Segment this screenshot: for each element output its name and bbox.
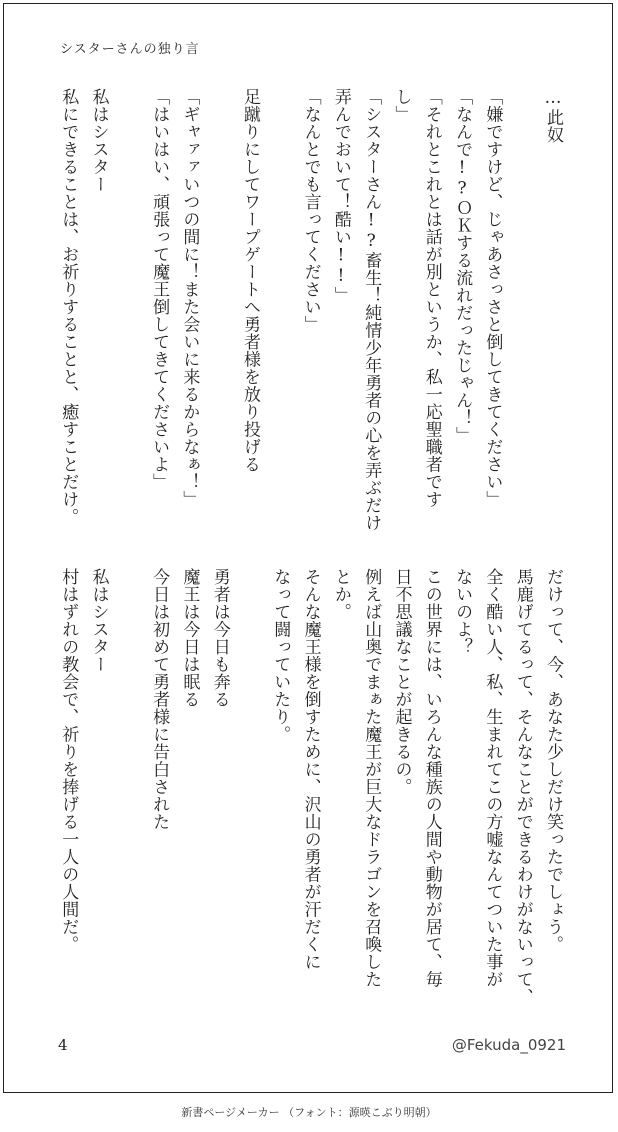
text-column: 馬鹿げてるって、そんなことができるわけがないって、	[512, 568, 533, 1006]
text-column: そんな魔王様を倒すために、沢山の勇者が汗だくに	[300, 568, 321, 971]
app-credit: 新書ページメーカー （フォント：源暎こぶり明朝）	[181, 1106, 437, 1119]
text-column: 「なんで!?ＯＫする流れだったじゃん！」	[452, 88, 473, 444]
text-column: 「ギャァァいつの間に！また会いに来るからなぁ！」	[179, 88, 200, 508]
author-handle: @Fekuda_0921	[451, 1036, 566, 1054]
text-column: 魔王は今日は眠る	[179, 568, 200, 708]
page-title: シスターさんの独り言	[60, 42, 200, 57]
page-number: 4	[58, 1036, 68, 1054]
text-column: なって闘っていたり。	[270, 568, 291, 743]
text-column: し」	[391, 88, 412, 123]
text-column: この世界には、いろんな種族の人間や動物が居て、毎	[421, 568, 442, 988]
text-column: 「なんとでも言ってください」	[300, 88, 321, 333]
text-column: 今日は初めて勇者様に告白された	[149, 568, 170, 831]
text-column: 日不思議なことが起きるの。	[391, 568, 412, 796]
text-column: 私はシスター	[88, 88, 109, 193]
text-column: 「シスターさん!?畜生！純情少年勇者の心を弄ぶだけ	[361, 88, 382, 532]
text-column: 弄んでおいて！酷い!!」	[330, 88, 351, 304]
text-column: 「嫌ですけど、じゃあさっさと倒してきてください」	[482, 88, 503, 508]
text-column: ないのよ？	[452, 568, 473, 656]
text-column: だけって、今、あなた少しだけ笑ったでしょう。	[543, 568, 563, 953]
text-column: …此奴	[543, 88, 563, 144]
text-column: 「それとこれとは話が別というか、私一応聖職者です	[421, 88, 442, 508]
text-column: 村はずれの教会で、祈りを捧げる一人の人間だ。	[58, 568, 79, 953]
text-column: とか。	[330, 568, 351, 621]
text-column: 全く酷い人、私、生まれてこの方嘘なんてついた事が	[482, 568, 503, 988]
text-column: 足蹴りにしてワープゲートへ勇者様を放り投げる	[240, 88, 260, 473]
text-column: 勇者は今日も奔る	[209, 568, 230, 708]
text-column: 私はシスター	[88, 568, 109, 673]
text-column: 「はいはい、頑張って魔王倒してきてくださいよ」	[149, 88, 170, 491]
text-column: 私にできることは、お祈りすることと、癒すことだけ。	[58, 88, 79, 526]
text-column: 例えば山奥でまぁた魔王が巨大なドラゴンを召喚した	[361, 568, 382, 988]
